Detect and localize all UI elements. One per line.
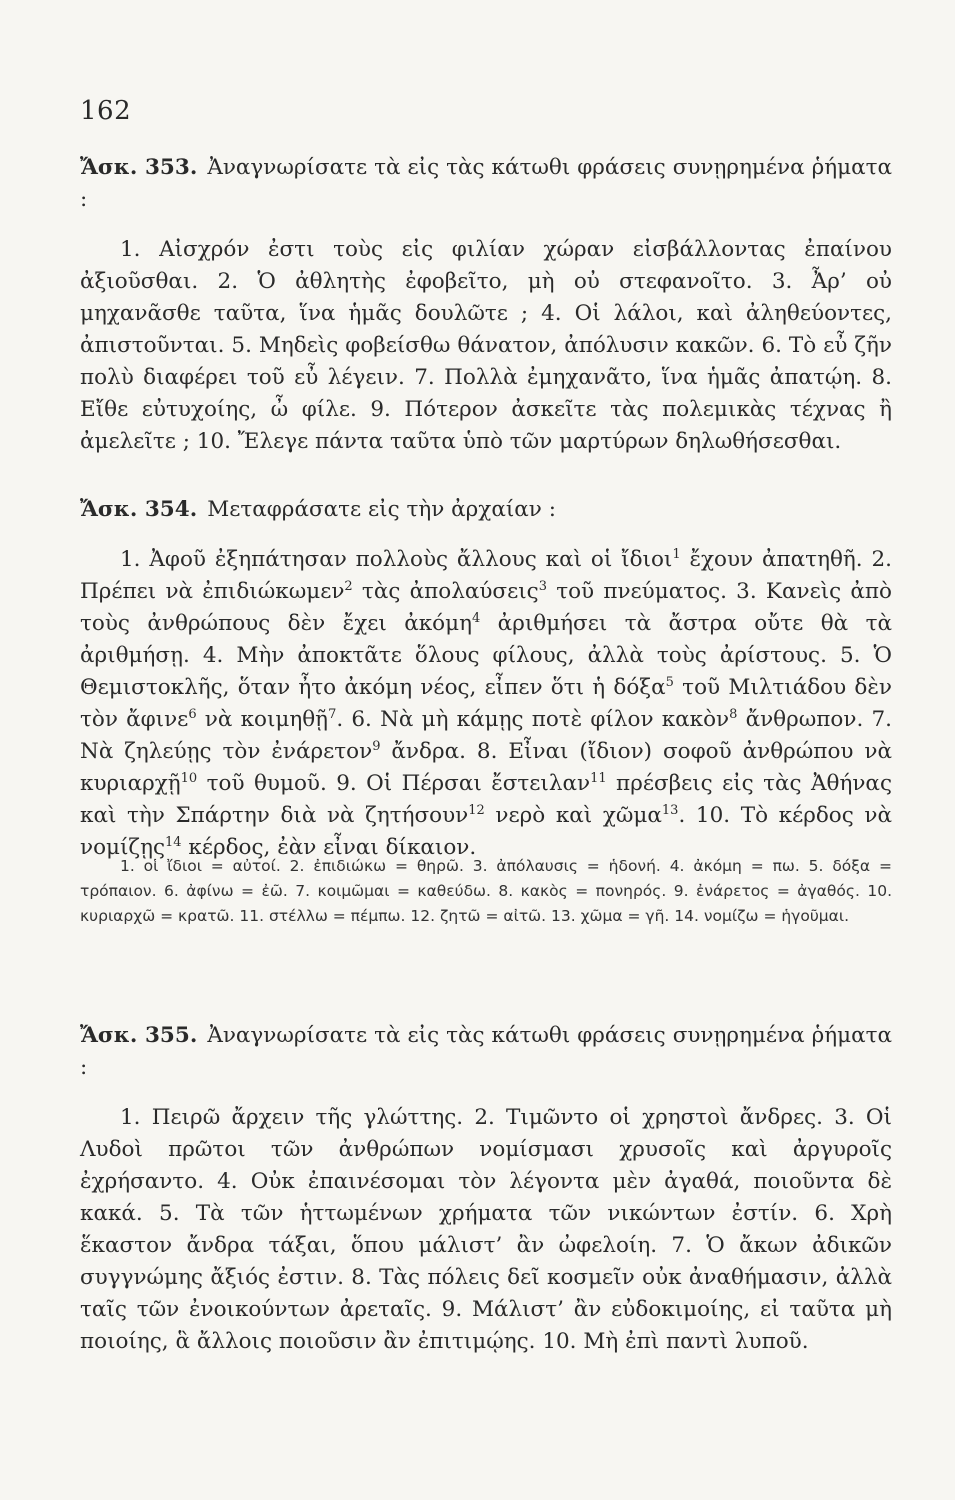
exercise-355-instruction: Ἀναγνωρίσατε τὰ εἰς τὰς κάτωθι φράσεις συνῃρημένα ῥήματα : xyxy=(80,1023,892,1080)
exercise-354-body xyxy=(80,544,892,864)
text-segment: 1. Ἀφοῦ ἐξηπάτησαν πολλοὺς ἄλλους καὶ οἱ ἴδιοι xyxy=(120,547,673,572)
footnote-marker: 6 xyxy=(188,706,197,722)
exercise-353-heading xyxy=(80,152,892,216)
exercise-354-instruction: Μεταφράσατε εἰς τὴν ἀρχαίαν : xyxy=(207,497,556,522)
text-segment: ἀριθμήσει τὰ ἄστρα οὔτε θὰ τὰ ἀριθμήσῃ. 4. Μὴν ἀποκτᾶτε ὅλους φίλους, ἀλλὰ τοὺς ἀρίστους. 5. Ὁ Θεμιστοκλῆς, ὅταν ἦτο ἀκόμη νέος, εἶπεν ὅτι ἡ δόξα xyxy=(80,611,892,700)
footnote-marker: 3 xyxy=(538,578,547,594)
exercise-354-heading xyxy=(80,494,892,526)
footnotes-text: 1. οἱ ἴδιοι = αὐτοί. 2. ἐπιδιώκω = θηρῶ. 3. ἀπόλαυσις = ἡδονή. 4. ἀκόμη = πω. 5. δόξα = τρόπαιον. 6. ἀφίνω = ἐῶ. 7. κοιμῶμαι = καθεύδω. 8. κακὸς = πονηρός. 9. ἐνάρετος = ἀγαθός. 10. κυριαρχῶ = κρατῶ. 11. στέλλω = πέμπω. 12. ζητῶ = αἰτῶ. 13. χῶμα = γῆ. 14. νομίζω = ἡγοῦμαι. xyxy=(80,857,892,925)
text-segment: . 6. Νὰ μὴ κάμῃς ποτὲ φίλον κακὸν xyxy=(336,707,730,732)
text-segment: νερὸ καὶ χῶμα xyxy=(484,803,662,828)
text-segment: νὰ κοιμηθῇ xyxy=(196,707,329,732)
text-segment: ἔχουν ἀπατηθῆ. 2. Πρέπει νὰ ἐπιδιώκωμεν xyxy=(80,547,892,604)
footnote-marker: 10 xyxy=(180,770,198,786)
footnote-marker: 2 xyxy=(344,578,353,594)
exercise-354 xyxy=(80,494,892,864)
text-segment: κέρδος, ἐὰν εἶναι δίκαιον. xyxy=(181,835,477,860)
text-segment: πρέσβεις εἰς τὰς Ἀθήνας καὶ τὴν Σπάρτην διὰ νὰ ζητήσουν xyxy=(80,771,892,828)
exercise-355-body: 1. Πειρῶ ἄρχειν τῆς γλώττης. 2. Τιμῶντο οἱ χρηστοὶ ἄνδρες. 3. Οἱ Λυδοὶ πρῶτοι τῶν ἀνθρώπων νομίσμασι χρυσοῖς καὶ ἀργυροῖς ἐχρήσαντο. 4. Οὐκ ἐπαινέσομαι τὸν λέγοντα μὲν ἀγαθά, ποιοῦντα δὲ κακά. 5. Τὰ τῶν ἡττωμένων χρήματα τῶν νικώντων ἐστίν. 6. Χρὴ ἕκαστον ἄνδρα τάξαι, ὅπου μάλιστ’ ἂν ὠφελοίη. 7. Ὁ ἄκων ἀδικῶν συγγνώμης ἄξιός ἐστιν. 8. Τὰς πόλεις δεῖ κοσμεῖν οὐκ ἀναθήμασιν, ἀλλὰ ταῖς τῶν ἐνοικούντων ἀρεταῖς. 9. Μάλιστ’ ἂν εὐδοκιμοίης, εἰ ταῦτα μὴ ποιοίης, ἃ ἄλλοις ποιοῦσιν ἂν ἐπιτιμῴης. 10. Μὴ ἐπὶ παντὶ λυποῦ. xyxy=(80,1105,892,1354)
exercise-355-label: Ἄσκ. 355. xyxy=(80,1023,198,1048)
footnote-marker: 9 xyxy=(372,738,381,754)
exercise-354-label: Ἄσκ. 354. xyxy=(80,497,198,522)
exercise-353-label: Ἄσκ. 353. xyxy=(80,155,198,180)
text-segment: . 10. Τὸ κέρδος νὰ νομίζῃς xyxy=(80,803,892,860)
footnote-marker: 7 xyxy=(328,706,337,722)
exercise-354-footnotes xyxy=(80,854,892,929)
text-segment: τοῦ πνεύματος. 3. Κανεὶς ἀπὸ τοὺς ἀνθρώπους δὲν ἔχει ἀκόμη xyxy=(80,579,892,636)
footnote-marker: 8 xyxy=(729,706,738,722)
footnote-marker: 14 xyxy=(165,834,182,850)
text-segment: τοῦ θυμοῦ. 9. Οἱ Πέρσαι ἔστειλαν xyxy=(197,771,591,796)
footnote-marker: 4 xyxy=(471,610,481,626)
text-segment: τοῦ Μιλτιάδου δὲν τὸν ἄφινε xyxy=(80,675,892,732)
footnote-marker: 12 xyxy=(468,802,485,818)
text-segment: ἄνδρα. 8. Εἶναι (ἴδιον) σοφοῦ ἀνθρώπου νὰ κυριαρχῇ xyxy=(80,739,892,796)
page-number: 162 xyxy=(80,96,132,126)
text-segment: τὰς ἀπολαύσεις xyxy=(352,579,539,604)
exercise-355 xyxy=(80,1020,892,1358)
exercise-353 xyxy=(80,152,892,458)
footnote-marker: 11 xyxy=(590,770,607,786)
exercise-353-body: 1. Αἰσχρόν ἐστι τοὺς εἰς φιλίαν χώραν εἰσβάλλοντας ἐπαίνου ἀξιοῦσθαι. 2. Ὁ ἀθλητὴς ἐφοβεῖτο, μὴ οὐ στεφανοῖτο. 3. Ἆρ’ οὐ μηχανᾶσθε ταῦτα, ἵνα ἡμᾶς δουλῶτε ; 4. Οἱ λάλοι, καὶ ἀληθεύοντες, ἀπιστοῦνται. 5. Μηδεὶς φοβείσθω θάνατον, ἀπόλυσιν κακῶν. 6. Τὸ εὖ ζῆν πολὺ διαφέρει τοῦ εὖ λέγειν. 7. Πολλὰ ἐμηχανᾶτο, ἵνα ἡμᾶς ἀπατῴη. 8. Εἴθε εὐτυχοίης, ὦ φίλε. 9. Πότερον ἀσκεῖτε τὰς πολεμικὰς τέχνας ἢ ἀμελεῖτε ; 10. Ἔλεγε πάντα ταῦτα ὑπὸ τῶν μαρτύρων δηλωθήσεσθαι. xyxy=(80,237,892,454)
footnote-marker: 1 xyxy=(672,546,681,562)
footnote-marker: 5 xyxy=(665,674,674,690)
exercise-353-instruction: Ἀναγνωρίσατε τὰ εἰς τὰς κάτωθι φράσεις συνῃρημένα ῥήματα : xyxy=(80,155,892,212)
exercise-355-heading xyxy=(80,1020,892,1084)
footnote-marker: 13 xyxy=(661,802,679,818)
text-segment: ἄνθρωπον. 7. Νὰ ζηλεύῃς τὸν ἐνάρετον xyxy=(80,707,892,764)
